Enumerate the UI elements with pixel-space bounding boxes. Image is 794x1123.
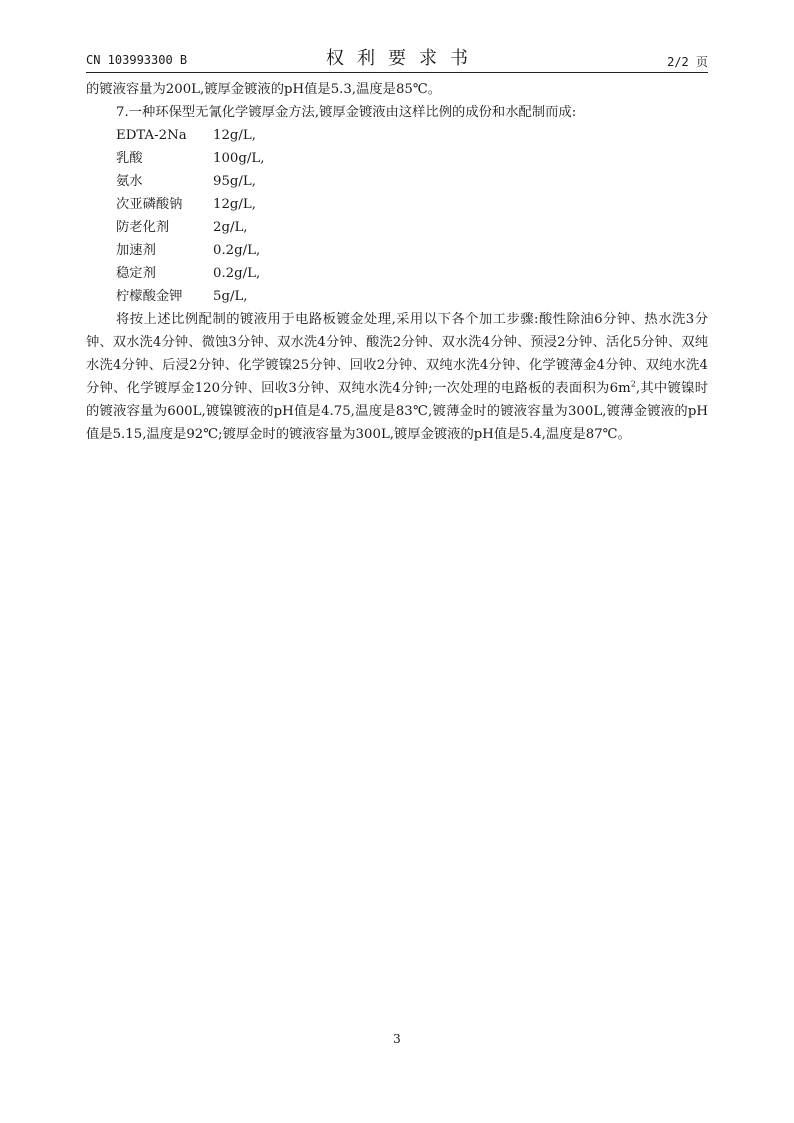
component-amount: 95g/L, — [213, 174, 256, 189]
component-row — [86, 170, 708, 193]
process-text-part-2: ,其中镀镍时的镀液容量为600L,镀镍镀液的pH值是4.75,温度是83℃,镀薄金时的镀液容量为300L,镀薄金镀液的pH值是5.15,温度是92℃;镀厚金时的镀液容量为300L,镀厚金镀液的pH值是5.4,温度是87℃。 — [86, 381, 708, 442]
component-name: 加速剂 — [116, 243, 156, 258]
component-row — [86, 147, 708, 170]
component-list — [86, 124, 708, 308]
page-header — [86, 44, 708, 70]
component-name: EDTA-2Na — [116, 128, 187, 143]
header-divider — [86, 72, 708, 73]
component-name: 氨水 — [116, 174, 143, 189]
component-name: 防老化剂 — [116, 220, 170, 235]
component-amount: 2g/L, — [213, 220, 248, 235]
patent-number: CN 103993300 B — [86, 53, 188, 67]
continued-line: 的镀液容量为200L,镀厚金镀液的pH值是5.3,温度是85℃。 — [86, 82, 442, 97]
component-amount: 12g/L, — [213, 197, 256, 212]
component-row — [86, 216, 708, 239]
area-unit-superscript: 2 — [630, 379, 636, 389]
component-amount: 100g/L, — [213, 151, 265, 166]
component-name: 次亚磷酸钠 — [116, 197, 183, 212]
component-amount: 5g/L, — [213, 289, 248, 304]
component-name: 稳定剂 — [116, 266, 156, 281]
component-amount: 0.2g/L, — [213, 243, 261, 258]
component-name: 乳酸 — [116, 151, 143, 166]
component-name: 柠檬酸金钾 — [116, 289, 183, 304]
component-row — [86, 239, 708, 262]
component-row — [86, 285, 708, 308]
component-row — [86, 193, 708, 216]
process-paragraph — [86, 308, 708, 446]
page-label: 2/2 页 — [667, 55, 708, 69]
component-row — [86, 124, 708, 147]
page-number: 3 — [393, 1032, 401, 1046]
component-amount: 0.2g/L, — [213, 266, 261, 281]
component-row — [86, 262, 708, 285]
claim-7-intro: 7.一种环保型无氰化学镀厚金方法,镀厚金镀液由这样比例的成份和水配制而成: — [116, 105, 577, 120]
component-amount: 12g/L, — [213, 128, 256, 143]
claims-body — [86, 78, 708, 446]
document-title: 权利要求书 — [326, 48, 481, 69]
process-text-part-1: 将按上述比例配制的镀液用于电路板镀金处理,采用以下各个加工步骤:酸性除油6分钟、热水洗3分钟、双水洗4分钟、微蚀3分钟、双水洗4分钟、酸洗2分钟、双水洗4分钟、预浸2分钟、活化5分钟、双纯水洗4分钟、后浸2分钟、化学镀镍25分钟、回收2分钟、双纯水洗4分钟、化学镀薄金4分钟、双纯水洗4分钟、化学镀厚金120分钟、回收3分钟、双纯水洗4分钟;一次处理的电路板的表面积为6m — [86, 312, 708, 396]
